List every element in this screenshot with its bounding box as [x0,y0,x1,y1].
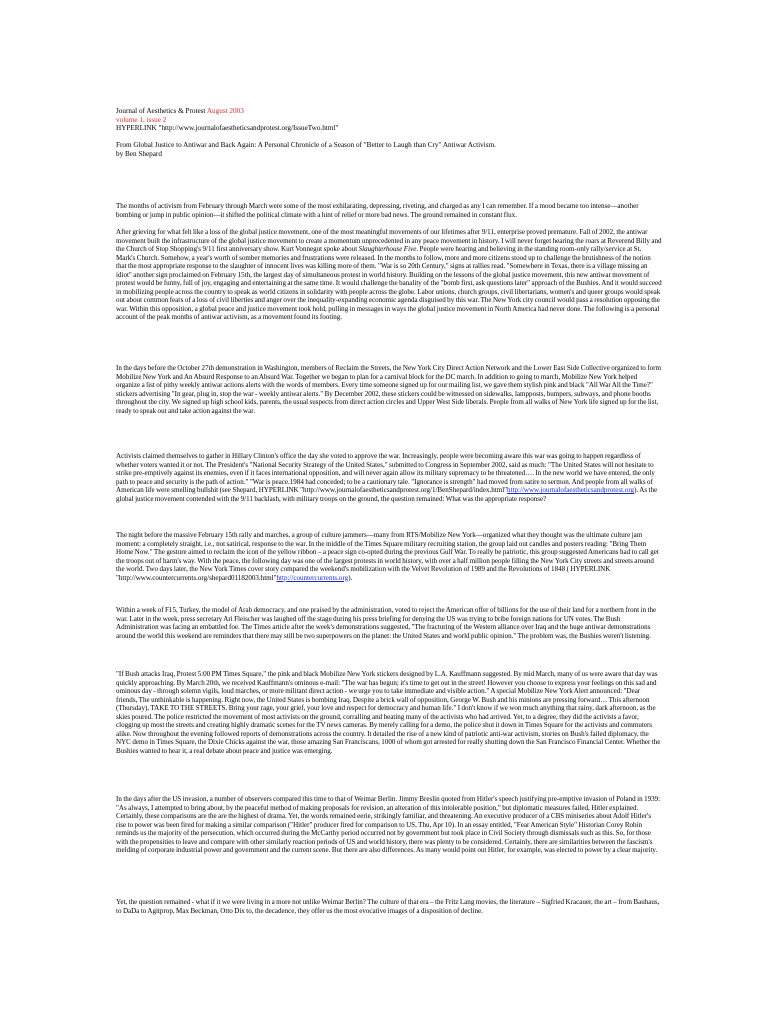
paragraph-2-part-2: . People were hearing and believing in the standing room-only rally/service at St. Mark's Church. Somehow, a year's worth of somber memories and frustrations were released. In the months to follow, more and more citizens stood up to challenge the brutishness of the notion that the most appropriate response to the slaughter of innocent lives was killing more of them. "War is so 20th Century," signs at rallies read. "Somewhere in Texas, there is a village missing an idiot" another sign proclaimed on February 15th, the largest day of simultaneous protest in world history. Building on the lessons of the global justice movement, this new antiwar movement of protest would be funny, full of joy, engaging and entertaining at the same time. It would challenge the banality of the "bomb first, ask questions later" approach of the Bushies. And it would succeed in mobilizing people across the country to speak as world citizens in solidarity with people across the globe. Labor unions, church groups, civil libertarians, women's and queer groups would speak out about common fears of a loss of civil liberties and anger over the inequality-expanding economic agenda disguised by this war. The New York city council would pass a resolution opposing the war. Within this opposition, a global peace and justice movement took hold, pulling in messages in ways the global justice movement in North America had never done. The following is a personal account of the peak months of antiwar activism, as a movement found its footing. [116,245,662,322]
paragraph-5-part-2: ). [348,573,353,582]
document-header [116,107,662,133]
paragraph-4 [116,452,662,503]
book-title: Slaughterhouse Five [358,245,417,254]
journal-name: Journal of Aesthetics & Protest [116,107,206,115]
paragraph-2-part-1: After grieving for what felt like a loss of the global justice movement, one of the most meaningful movements of our lifetimes after 9/11, enterprise proved premature. Fall of 2002, the antiwar movement built the infrastructure of the global justice movement to create a momentum unprecedented in any peace movement in history. I will never forget hearing the roars at Reverend Billy and the Church of Stop Shopping's 9/11 first anniversary show. Kurt Vonnegut spoke about [116,228,662,254]
journal-line [116,107,662,116]
paragraph-5 [116,531,662,582]
paragraph-5-part-1: The night before the massive February 15th rally and marches, a group of culture jammers—many from RTS/Mobilize New York—organized what they thought was the ultimate culture jam moment: a completely straight, i.e., not satirical, response to the war. In the middle of the Times Square military recruiting station, the group laid out candles and posters reading: "Bring Them Home Now." The gesture aimed to reclaim the icon of the yellow ribbon – a peace sign co-opted during the previous Gulf War. To really be patriotic, this group suggested Americans had to call get the troops out of harm's way. With the peace, the following day was one of the largest protests in world history, with over a half million people filling the New York City streets and streets around the world. Two days later, the New York Times cover story compared the weekend's mobilization with the Velvet Revolution of 1989 and the Revolutions of 1848 ( HYPERLINK "http://www.countercurrents.org/shepard01182003.html" [116,531,659,582]
volume-issue: volume 1, issue 2 [116,115,167,124]
paragraph-9: Yet, the question remained - what if it we were living in a more not unlike Weimar Berlin? The culture of that era – the Fritz Lang movies, the literature – Sigfried Kracauer, the art – from Bauhaus, to DaDa to Agitprop, Max Beckman, Otto Dix to, the decadence, they offer us the most evocative images of a disposition of decline. [116,898,660,915]
paragraph-4-part-1: Activists claimed themselves to gather in Hillary Clinton's office the day she voted to approve the war. Increasingly, people were becoming aware this war was going to happen regardless of whether voters wanted it or not. The President's "National Security Strategy of the United States," submitted to Congress in September 2002, said as much: "The United States will not hesitate to strike pre-emptively against its enemies, even if it faces international opposition, and will never again allow its military supremacy to be threatened…. In the new world we have entered, the only path to peace and security is the path of action." "War is peace.1984 had conceded; to be a cautionary tale. "Ignorance is strength" had moved from satire to sermon. And people from all walks of American life were smelling bullshit (see Shepard, HYPERLINK "http://www.journalofaestheticsandprotest.org/1/BenShepard/index.html" [116,452,655,495]
paragraph-7: "If Bush attacks Iraq, Protest 5:00 PM Times Square," the pink and black Mobilize New York stickers designed by L.A. Kauffmann suggested. By mid March, many of us were aware that day was quickly approaching. By March 20th, we received Kauffmann's ominous e-mail: "The war has begun; it's time to get out in the street! However you choose to express your feelings on this sad and ominous day - through solemn vigils, loud marches, or more militant direct action - we urge you to take immediate and visible action." A special Mobilize New York Alert announced: "Dear friends, The unthinkable is happening. Right now, the United States is bombing Iraq. Despite a brick wall of opposition, George W. Bush and his minions are pressing forward… This afternoon (Thursday), TAKE TO THE STREETS. Bring your rage, your grief, your love and respect for democracy and human life." I don't know if we won much anything that rainy, dark afternoon, as the skies poured. The police restricted the movement of most activists on the ground, corralling and beating many of the activists who had arrived. Yet, to a degree, they did the activists a favor, clogging up most the streets and creating highly dramatic scenes for the TV news cameras. By merely calling for a demo, the police shut it down in Times Square for the activists and commuters alike. Now throughout the evening followed reports of demonstrations across the country. It detailed the rise of a new kind of patriotic anti-war activism, stories on Bush's failed diplomacy, the NYC demo in Times Square, the Dixie Chicks against the war, those amazing San Franciscans, 1000 of whom got arrested for really shutting down the San Francisco Financial Center. Whether the Bushies wanted to hear it, a real debate about peace and justice was emerging. [116,670,661,755]
journal-link[interactable]: http://www.journalofaestheticsandprotest.org [507,486,635,495]
paragraph-3: In the days before the October 27th demonstration in Washington, members of Reclaim the Streets, the New York City Direct Action Network and the Lower East Side Collective organized to form Mobilize New York and An Absurd Response to an Absurd War. Together we began to plan for a carnival block for the DC march. In addition to going to march, Mobilize New York helped organize a list of pithy weekly antiwar actions alerts with the words of members. Every time someone signed up for our mailing list, we gave them stylish pink and black "All War All the Time?" stickers advertising "In gear, plug in, stop the war - weekly antiwar alerts." By December 2002, these stickers could be witnessed on sidewalks, lampposts, bumpers, subways, and phone booths throughout the city. We signed up high school kids, parents, the usual suspects from direct action circles and Upper West Side liberals. People from all walks of New York life signed up for the list, ready to speak out and take action against the war. [116,364,661,415]
header-hyperlink[interactable]: HYPERLINK "http://www.journalofaestheticsandprotest.org/IssueTwo.html" [116,124,339,133]
paragraph-6: Within a week of F15, Turkey, the model of Arab democracy, and one praised by the administration, voted to reject the American offer of billions for the use of their land for a northern front in the war. Later in the week, press secretary Ari Fleischer was laughed off the stage during his press briefing for denying the US was trying to bribe foreign nations for UN votes. The Bush Administration was facing an embattled foe. The Times article after the week's demonstrations suggested, "The fracturing of the Western alliance over Iraq and the huge antiwar demonstrations around the world this weekend are reminders that there may still be two superpowers on the planet: the United States and world public opinion." The problem was, the Bushies weren't listening. [116,606,657,640]
paragraph-1: The months of activism from February through March were some of the most exhilarating, depressing, riveting, and charged as any I can remember. If a mood became too intense—another bombing or jump in public opinion—it shifted the political climate with a hint of relief or more bad news. The ground remained in constant flux. [116,202,639,219]
paragraph-4-part-2: ). As the global justice movement contended with the 9/11 backlash, with military troops on the ground, the question remained: What was the appropriate response? [116,486,658,503]
article-byline: by Ben Shepard [116,149,162,158]
countercurrents-link[interactable]: http://countercurrents.org [276,573,349,582]
paragraph-2 [116,228,662,322]
issue-date: August 2003 [206,107,244,115]
article-title-block [116,141,662,158]
article-title: From Global Justice to Antiwar and Back Again: A Personal Chronicle of a Season of "Better to Laugh than Cry" Antiwar Activism. [116,141,496,149]
paragraph-8: In the days after the US invasion, a number of observers compared this time to that of Weimar Berlin. Jimmy Breslin quoted from Hitler's speech justifying pre-emptive invasion of Poland in 1939: "As always, I attempted to bring about, by the peaceful method of making proposals for revision, an alteration of this intolerable position," but diplomatic measures failed, Hitler explained. Certainly, these comparisons are the are the highest of drama. Yet, the words remained eerie, strikingly familiar, and threatening. An executive producer of a CBS miniseries about Adolf Hitler's rise to power was been fired for making a similar comparison ("Hitler" producer fired for comparison to US, Thu, Apr 10). In an essay entitled, "Fear American Style" Historian Corey Robin reminds us the majority of the persecution, which occurred during the McCarthy period occurred not by government but took place in Civil Society through dismissals such as this. So, for those with the propensities to leave and compare with other similarly reaction periods of US and world history, there was plenty to be considered. Certainly, there are similarities between the fascism's melding of corporate industrial power and government and the current scene. But there are also differences. As many would point out Hitler, for example, was elected to power by a clear majority. [116,795,661,855]
